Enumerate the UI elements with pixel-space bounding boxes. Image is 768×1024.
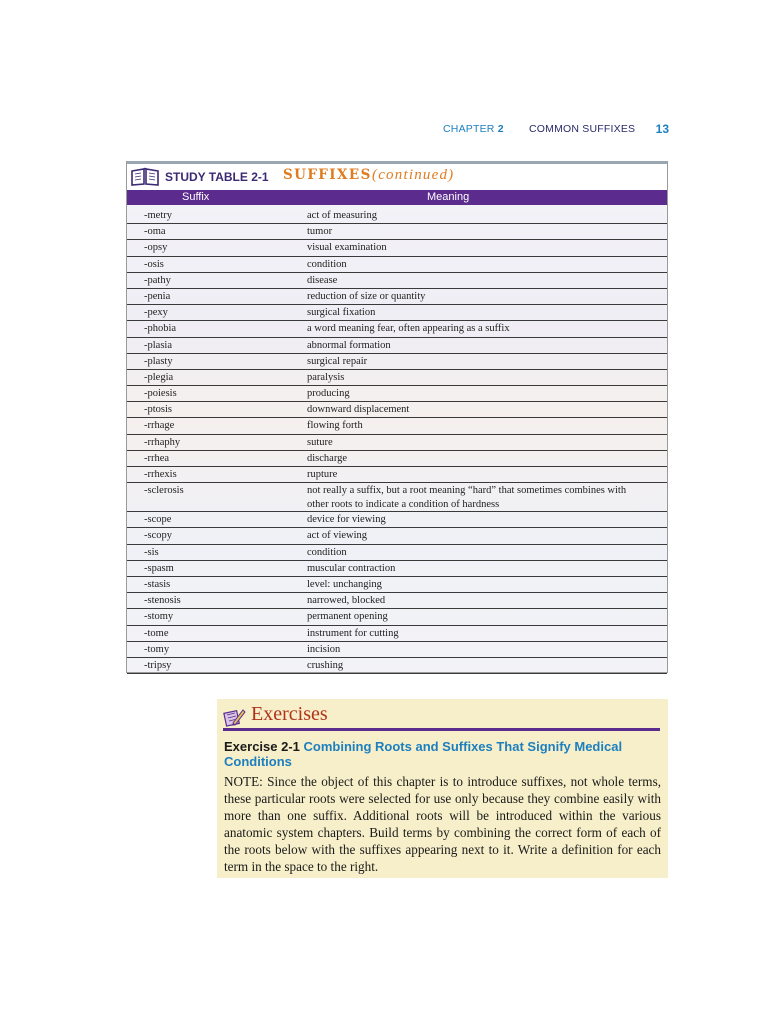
table-row <box>127 402 667 418</box>
meaning-cell: visual examination <box>307 242 387 254</box>
table-row <box>127 435 667 451</box>
meaning-cell: discharge <box>307 452 348 464</box>
table-row <box>127 483 667 512</box>
suffix-cell: -rrhea <box>144 452 170 464</box>
meaning-cell: device for viewing <box>307 514 386 526</box>
section-title: COMMON SUFFIXES <box>529 123 636 135</box>
table-row <box>127 658 667 674</box>
suffix-cell: -plasia <box>144 339 172 351</box>
table-row <box>127 528 667 544</box>
column-headers <box>127 190 667 205</box>
table-row <box>127 593 667 609</box>
table-row <box>127 545 667 561</box>
suffix-cell: -ptosis <box>144 404 173 416</box>
suffix-cell: -stenosis <box>144 595 181 607</box>
table-row <box>127 451 667 467</box>
table-row <box>127 561 667 577</box>
table-row <box>127 224 667 240</box>
table-row <box>127 240 667 256</box>
exercise-title-text: Combining Roots and Suffixes That Signify Medical Conditions <box>224 739 623 769</box>
table-row <box>127 626 667 642</box>
table-row <box>127 289 667 305</box>
suffix-cell: -sclerosis <box>144 485 184 497</box>
table-row <box>127 354 667 370</box>
exercises-heading: Exercises <box>251 703 328 725</box>
meaning-cell: downward displacement <box>307 404 410 416</box>
meaning-cell: tumor <box>307 226 333 238</box>
suffix-cell: -poiesis <box>144 388 177 400</box>
meaning-cell: disease <box>307 274 338 286</box>
meaning-cell: permanent opening <box>307 611 388 623</box>
meaning-cell: muscular contraction <box>307 562 396 574</box>
table-row <box>127 208 667 224</box>
table-row <box>127 370 667 386</box>
table-header <box>127 164 667 190</box>
meaning-cell: flowing forth <box>307 420 363 432</box>
suffix-cell: -oma <box>144 226 166 238</box>
suffix-cell: -plasty <box>144 355 173 367</box>
exercise-title <box>224 739 660 769</box>
table-title: SUFFIXES <box>283 167 372 183</box>
column-header-suffix: Suffix <box>182 191 210 203</box>
meaning-cell: act of measuring <box>307 210 377 221</box>
meaning-cell: instrument for cutting <box>307 627 399 639</box>
chapter-number: 2 <box>497 123 504 135</box>
suffix-cell: -rrhexis <box>144 469 177 480</box>
meaning-cell: producing <box>307 388 350 400</box>
table-row <box>127 305 667 321</box>
meaning-cell: suture <box>307 436 333 448</box>
table-row <box>127 257 667 273</box>
meaning-cell: reduction of size or quantity <box>307 290 426 302</box>
suffix-cell: -pathy <box>144 274 171 286</box>
suffix-cell: -phobia <box>144 323 177 335</box>
meaning-cell: crushing <box>307 659 344 671</box>
table-row <box>127 386 667 402</box>
suffix-cell: -tome <box>144 627 169 639</box>
meaning-cell: level: unchanging <box>307 578 382 590</box>
meaning-cell: act of viewing <box>307 530 368 542</box>
table-row <box>127 642 667 658</box>
table-body <box>127 205 667 674</box>
meaning-cell: incision <box>307 643 341 655</box>
meaning-cell: a word meaning fear, often appearing as a suffix <box>307 323 510 335</box>
meaning-cell: abnormal formation <box>307 339 391 351</box>
table-continued: (continued) <box>372 167 455 183</box>
meaning-cell: rupture <box>307 469 338 480</box>
chapter-label: CHAPTER 2 <box>443 123 504 135</box>
table-row <box>127 467 667 483</box>
exercise-instructions: NOTE: Since the object of this chapter is to introduce suffixes, not whole terms, these particular roots were selected for use only because they combine easily with more than one suffix. Additional roots will be introduced within the various anatomic system chapters. Build terms by combining the correct form of each of the roots below with the suffixes appearing next to it. Write a definition for each term in the space to the right. <box>224 774 661 874</box>
page-number: 13 <box>655 122 669 136</box>
study-table <box>126 161 668 673</box>
table-row <box>127 512 667 528</box>
table-row <box>127 577 667 593</box>
suffix-cell: -osis <box>144 258 164 270</box>
suffix-cell: -pexy <box>144 307 168 319</box>
suffix-cell: -scopy <box>144 530 172 542</box>
exercise-number: Exercise 2-1 <box>224 739 300 754</box>
table-row <box>127 321 667 337</box>
suffix-cell: -metry <box>144 210 172 221</box>
suffix-cell: -opsy <box>144 242 168 254</box>
suffix-cell: -stomy <box>144 611 174 623</box>
open-book-icon <box>130 167 160 192</box>
meaning-cell: paralysis <box>307 371 345 383</box>
suffix-cell: -penia <box>144 290 171 302</box>
meaning-cell: surgical repair <box>307 355 368 367</box>
suffix-cell: -plegia <box>144 371 174 383</box>
table-row <box>127 418 667 434</box>
meaning-cell: surgical fixation <box>307 307 376 319</box>
exercises-divider <box>223 728 660 731</box>
exercises-box <box>217 699 668 878</box>
suffix-cell: -sis <box>144 546 159 558</box>
column-header-meaning: Meaning <box>427 191 470 203</box>
running-head <box>443 122 669 138</box>
suffix-cell: -scope <box>144 514 172 526</box>
suffix-cell: -tomy <box>144 643 170 655</box>
meaning-cell: narrowed, blocked <box>307 595 386 607</box>
suffix-cell: -stasis <box>144 578 171 590</box>
meaning-cell: condition <box>307 546 347 558</box>
meaning-cell: not really a suffix, but a root meaning “hard” that sometimes combines with other roots to indicate a condition of hardness <box>307 485 627 510</box>
table-row <box>127 609 667 625</box>
table-row <box>127 338 667 354</box>
table-label: STUDY TABLE 2-1 <box>165 170 269 184</box>
suffix-cell: -rrhage <box>144 420 175 432</box>
table-row <box>127 273 667 289</box>
suffix-cell: -spasm <box>144 562 174 574</box>
meaning-cell: condition <box>307 258 347 270</box>
suffix-cell: -tripsy <box>144 659 172 671</box>
suffix-cell: -rrhaphy <box>144 436 181 448</box>
